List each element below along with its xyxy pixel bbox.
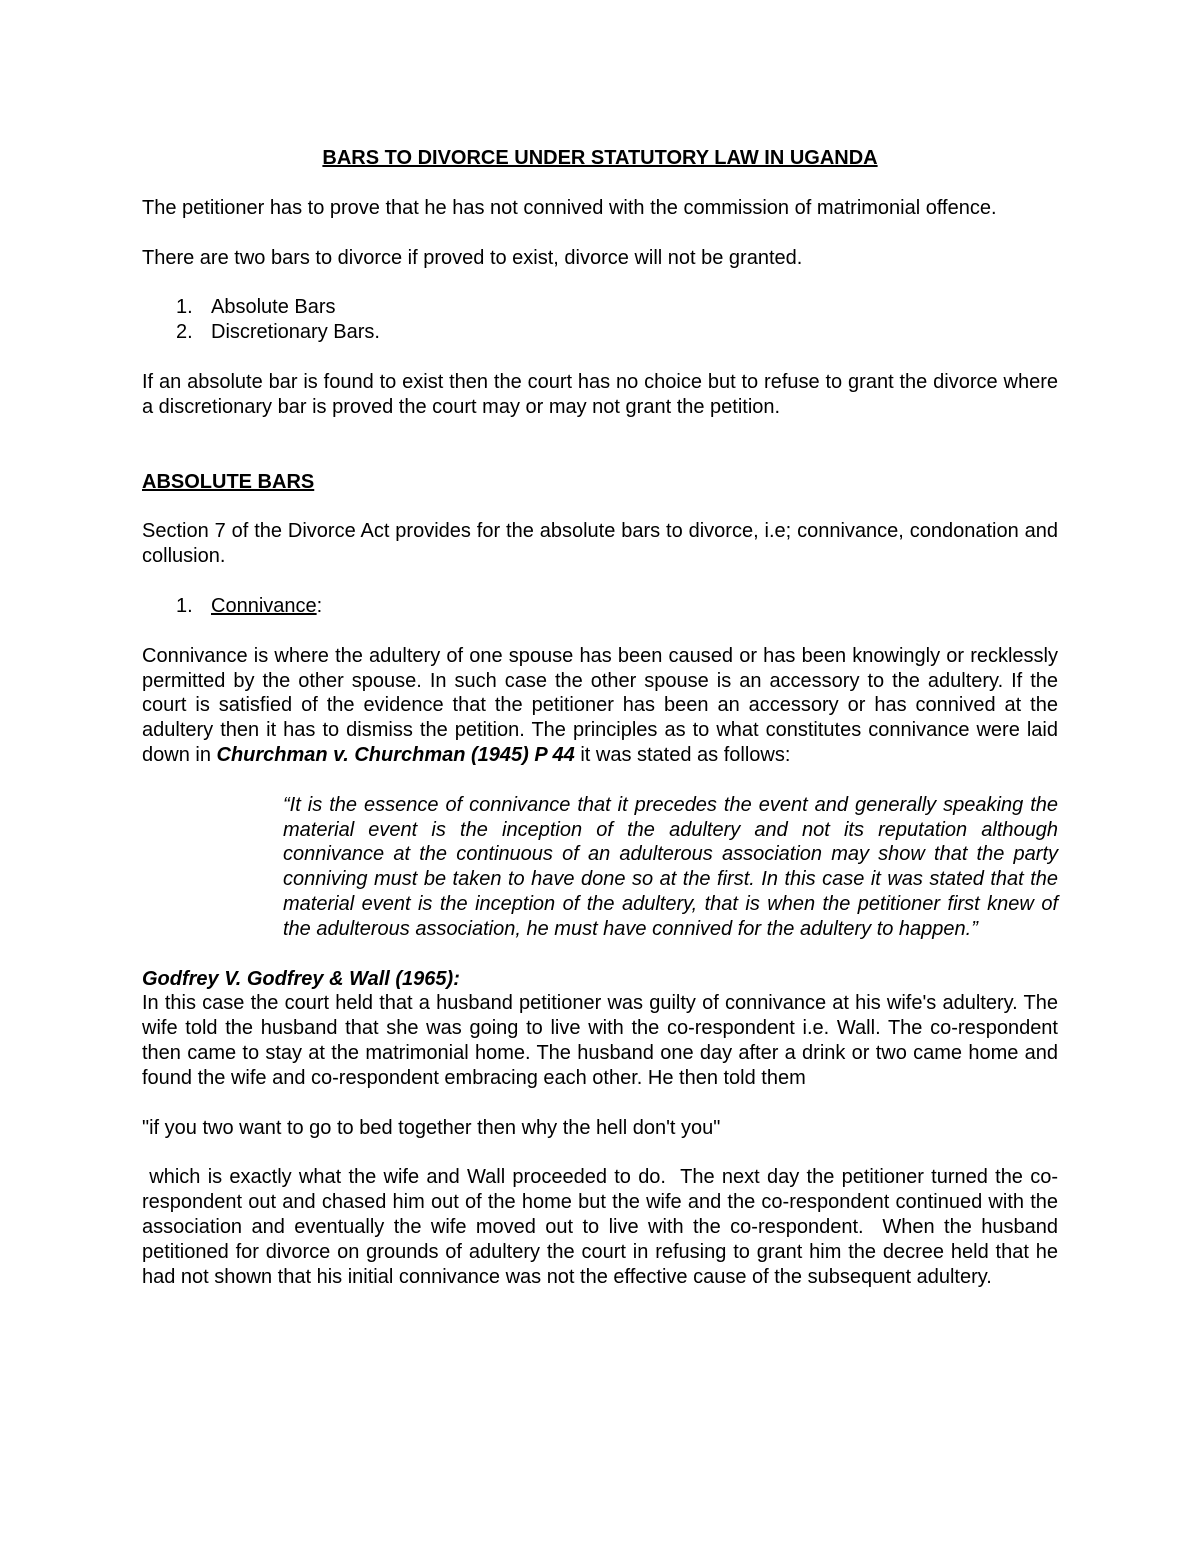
connivance-text-end: it was stated as follows: — [574, 743, 791, 766]
list-item-number: 2. — [176, 321, 193, 344]
godfrey-case-paragraph: In this case the court held that a husband petitioner was guilty of connivance at his wife's adultery. The wife told the husband that she was going to live with the co-respondent i.e. Wall. The co-respondent then came to stay at the matrimonial home. The husband one day after a drink or two came home and found the wife and co-respondent embracing each other. He then told them — [142, 992, 1058, 1089]
godfrey-quote: "if you two want to go to bed together then why the hell don't you" — [142, 1116, 721, 1139]
churchman-quote: “It is the essence of connivance that it precedes the event and generally speaking the material event is the inception of the adultery and not its reputation although connivance at the continuous of an adulterous association may show that the party conniving must be taken to have done so at the first. In this case it was stated that the material event is the inception of the adultery, that is when the petitioner first knew of the adulterous association, he must have connived for the adultery to happen.” — [283, 793, 1058, 940]
section-7-paragraph: Section 7 of the Divorce Act provides for the absolute bars to divorce, i.e; connivance, condonation and collusion. — [142, 520, 1058, 568]
intro-paragraph-2: There are two bars to divorce if proved to exist, divorce will not be granted. — [142, 246, 803, 269]
connivance-label: Connivance — [211, 594, 317, 617]
document-title: BARS TO DIVORCE UNDER STATUTORY LAW IN UGANDA — [322, 147, 878, 169]
list-item — [142, 594, 1058, 619]
list-item — [142, 320, 1058, 345]
connivance-paragraph — [142, 644, 1058, 768]
intro-paragraph-1: The petitioner has to prove that he has not connived with the commission of matrimonial offence. — [142, 196, 997, 219]
absolute-bars-list — [142, 594, 1058, 619]
godfrey-case-heading: Godfrey V. Godfrey & Wall (1965): — [142, 967, 460, 990]
list-item — [142, 295, 1058, 320]
intro-paragraph-3: If an absolute bar is found to exist then the court has no choice but to refuse to grant the divorce where a discretionary bar is proved the court may or may not grant the petition. — [142, 370, 1058, 418]
bars-list — [142, 295, 1058, 345]
godfrey-conclusion-paragraph: which is exactly what the wife and Wall proceeded to do. The next day the petitioner turned the co-respondent out and chased him out of the home but the wife and the co-respondent continued with the association and eventually the wife moved out to live with the co-respondent. When the husband petitioned for divorce on grounds of adultery the court in refusing to grant him the decree held that he had not shown that his initial connivance was not the effective cause of the subsequent adultery. — [142, 1166, 1064, 1288]
absolute-bars-heading: ABSOLUTE BARS — [142, 470, 315, 493]
case-citation: Churchman v. Churchman (1945) P 44 — [216, 743, 575, 766]
list-item-number: 1. — [176, 594, 193, 617]
list-item-text: Absolute Bars — [211, 296, 336, 319]
list-item-number: 1. — [176, 296, 193, 319]
connivance-text: Connivance is where the adultery of one spouse has been caused or has been knowingly or recklessly permitted by the other spouse. In such case the other spouse is an accessory to the adultery. If the court is satisfied of the evidence that the petitioner has been an accessory or has connived at the adultery then it has to dismiss the petition. The principles as to what constitutes connivance were laid down in — [142, 644, 1058, 766]
list-item-text: Discretionary Bars. — [211, 321, 380, 344]
connivance-colon: : — [316, 594, 323, 617]
document-content — [142, 146, 1064, 1289]
